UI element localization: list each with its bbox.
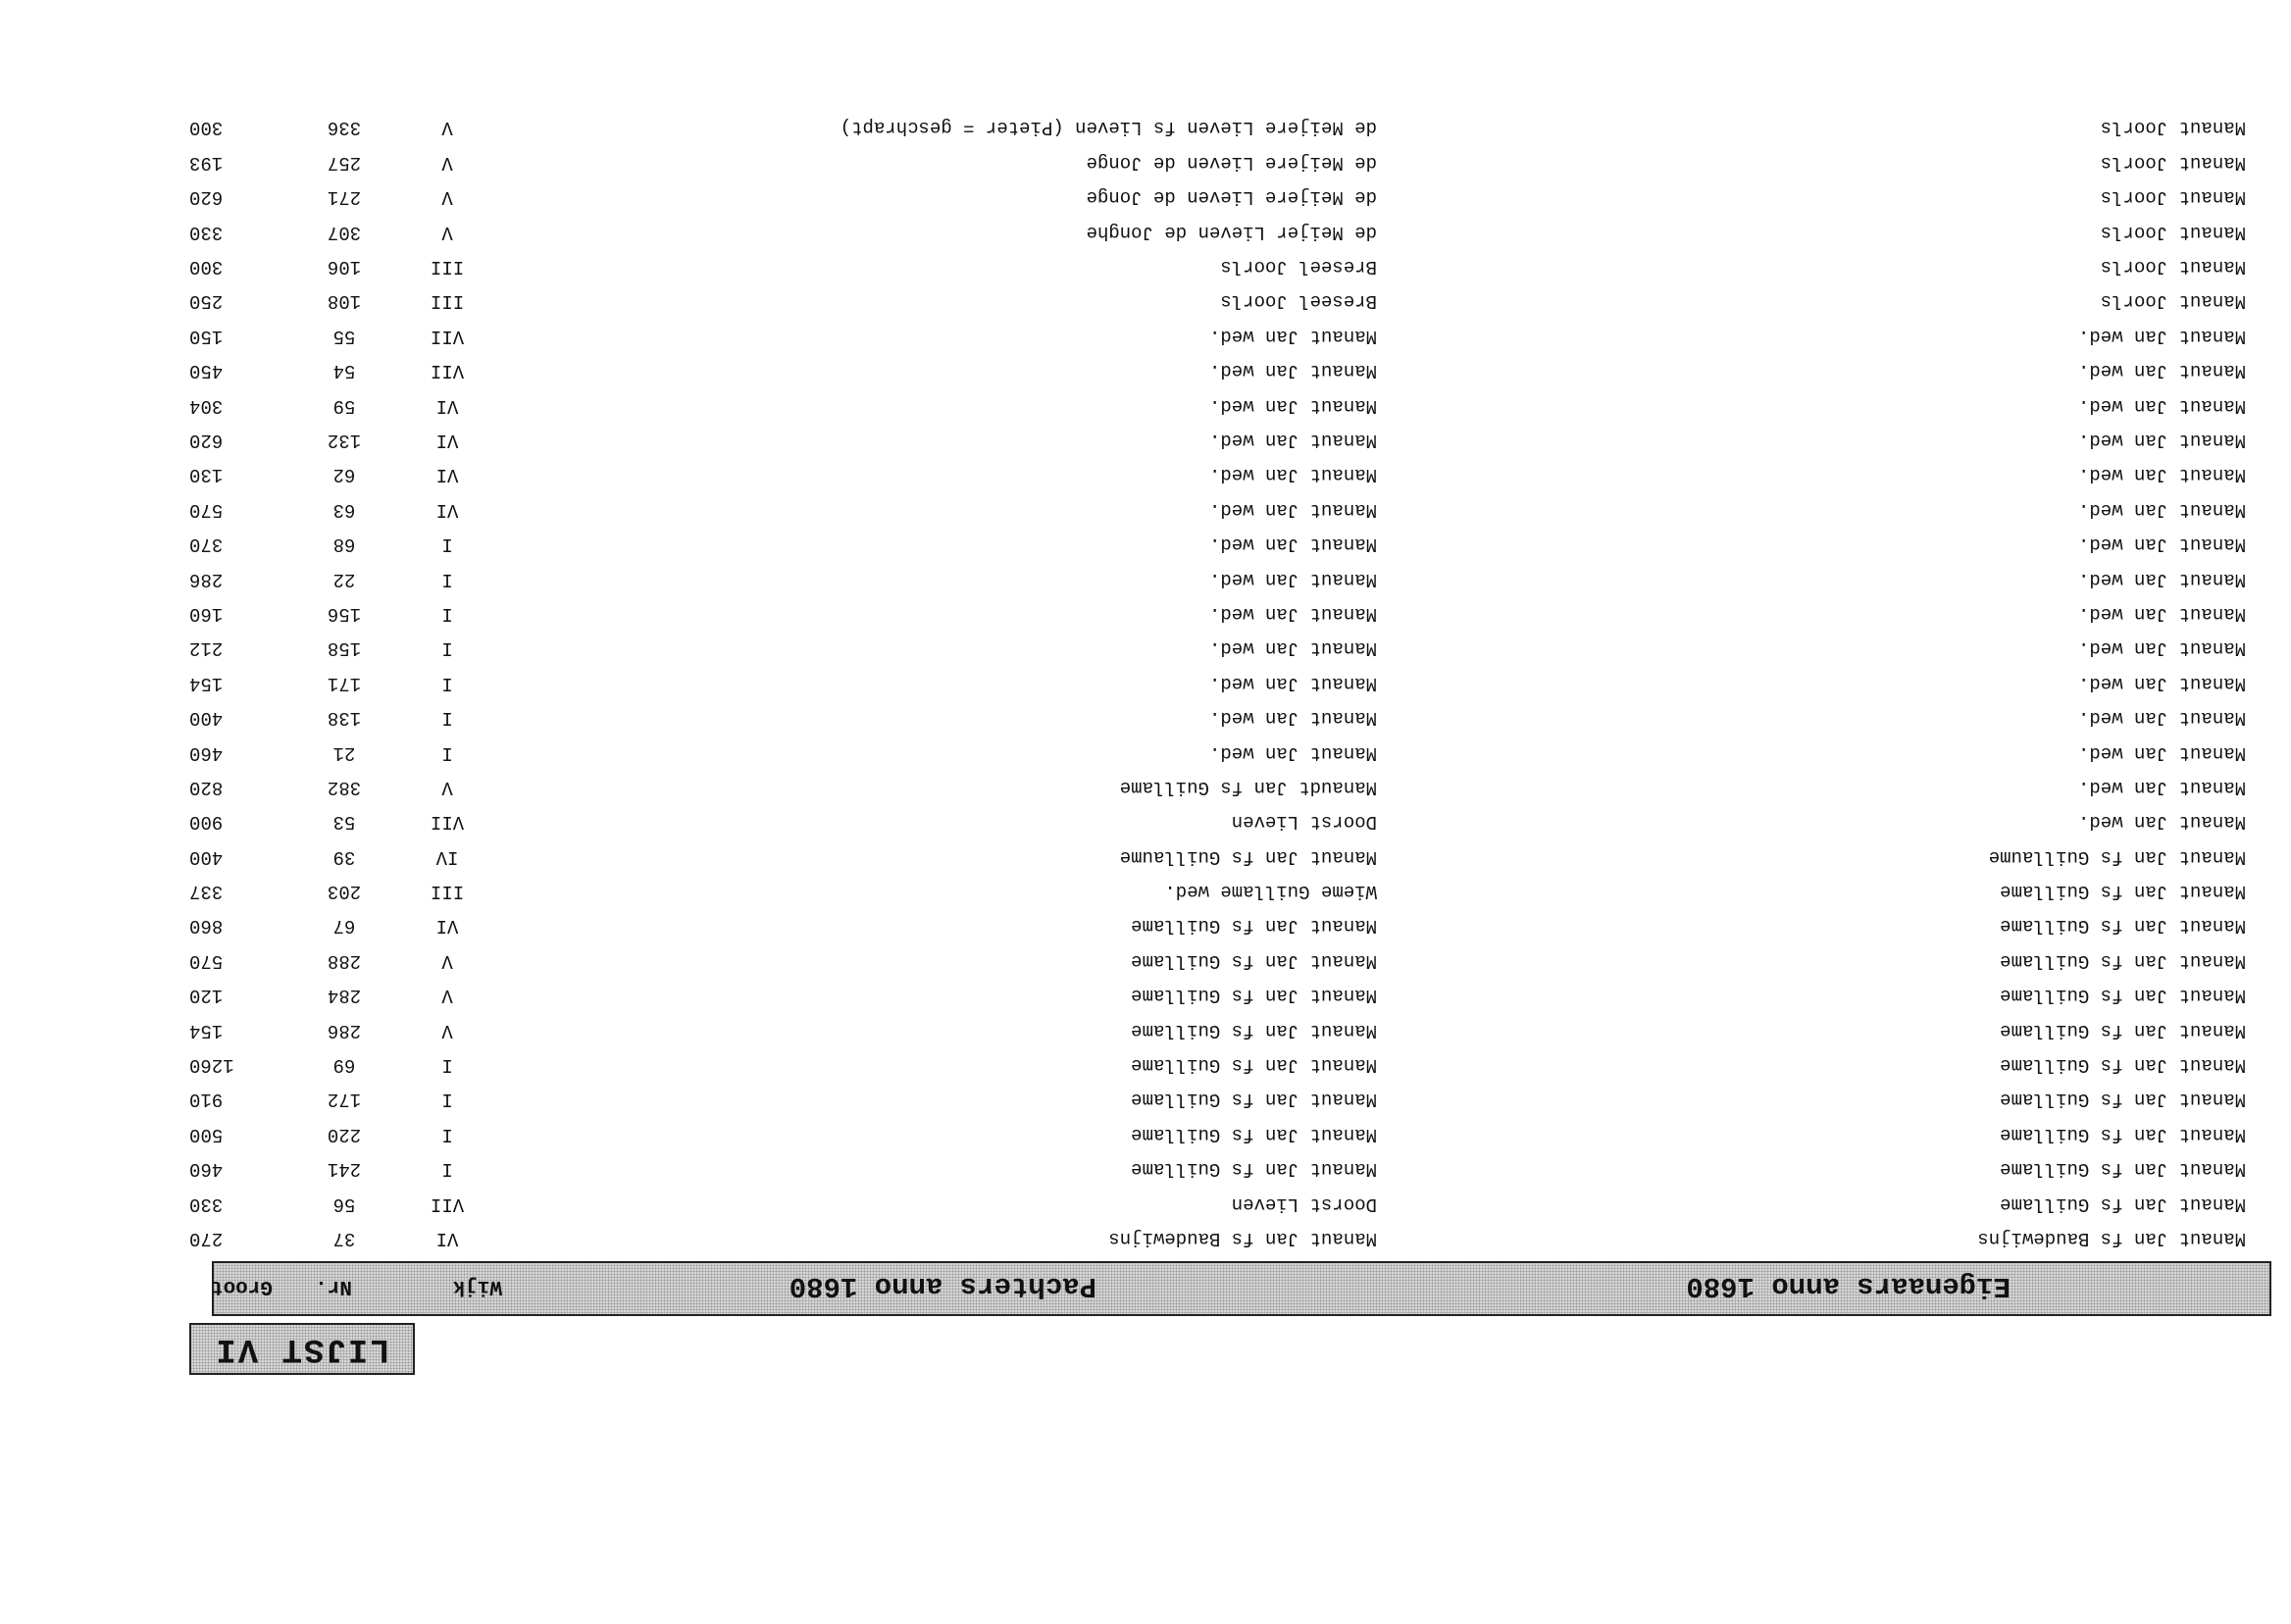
table-row	[0, 810, 2291, 844]
wijk-cell: I	[441, 707, 453, 730]
tenant-cell: de Meijer Lieven de Jonghe	[1086, 221, 1377, 243]
table-row	[0, 1227, 2291, 1261]
tenant-cell: Manaut Jan wed.	[1208, 498, 1377, 521]
nr-cell: 21	[332, 741, 356, 764]
owner-cell: Manaut Jan fs Guillame	[2000, 915, 2246, 938]
header-wijk: Wijk	[452, 1275, 502, 1297]
table-row	[0, 1192, 2291, 1226]
owner-cell: Manaut Jan wed.	[2077, 811, 2246, 834]
table-row	[0, 776, 2291, 810]
table-row	[0, 914, 2291, 948]
owner-cell: Manaut Jan wed.	[2077, 360, 2246, 382]
wijk-cell: VII	[430, 325, 465, 347]
tenant-cell: Manaut Jan wed.	[1208, 464, 1377, 486]
table-row	[0, 255, 2291, 289]
owner-cell: Manaut Joorls	[2100, 256, 2246, 279]
table-row	[0, 116, 2291, 150]
table-row	[0, 844, 2291, 879]
table-header	[212, 1261, 2271, 1316]
owner-cell: Manaut Jan fs Guillame	[2000, 881, 2246, 903]
header-groot: Groot	[210, 1275, 273, 1297]
nr-cell: 22	[332, 568, 356, 590]
nr-cell: 284	[327, 985, 362, 1007]
tenant-cell: Manaut Jan wed.	[1208, 741, 1377, 764]
table-row	[0, 1018, 2291, 1052]
owner-cell: Manaut Jan wed.	[2077, 637, 2246, 660]
tenant-cell: Manaut Jan wed.	[1208, 533, 1377, 556]
wijk-cell: VII	[430, 360, 465, 382]
tenant-cell: Manaut Jan wed.	[1208, 637, 1377, 660]
groot-cell: 370	[189, 533, 224, 556]
owner-cell: Manaut Jan wed.	[2077, 707, 2246, 730]
table-body	[0, 116, 2291, 1261]
wijk-cell: III	[430, 881, 465, 903]
nr-cell: 203	[327, 881, 362, 903]
groot-cell: 460	[189, 741, 224, 764]
groot-cell: 154	[189, 672, 224, 694]
groot-cell: 400	[189, 707, 224, 730]
groot-cell: 570	[189, 498, 224, 521]
groot-cell: 304	[189, 394, 224, 417]
tenant-cell: Manaut Jan fs Guillame	[1131, 1158, 1377, 1181]
owner-cell: Manaut Jan wed.	[2077, 430, 2246, 452]
nr-cell: 286	[327, 1019, 362, 1041]
wijk-cell: VII	[430, 811, 465, 834]
wijk-cell: I	[441, 1123, 453, 1145]
wijk-cell: V	[441, 117, 453, 139]
owner-cell: Manaut Jan wed.	[2077, 672, 2246, 694]
wijk-cell: III	[430, 256, 465, 279]
table-row	[0, 948, 2291, 983]
wijk-cell: VI	[435, 498, 459, 521]
nr-cell: 59	[332, 394, 356, 417]
nr-cell: 307	[327, 221, 362, 243]
tenant-cell: Manaut Jan fs Guillame	[1131, 1089, 1377, 1111]
table-row	[0, 151, 2291, 185]
groot-cell: 270	[189, 1228, 224, 1249]
wijk-cell: VI	[435, 464, 459, 486]
groot-cell: 130	[189, 464, 224, 486]
owner-cell: Manaut Jan fs Guillame	[2000, 1019, 2246, 1041]
wijk-cell: I	[441, 1089, 453, 1111]
groot-cell: 450	[189, 360, 224, 382]
groot-cell: 212	[189, 637, 224, 660]
nr-cell: 55	[332, 325, 356, 347]
tenant-cell: Wieme Guillame wed.	[1164, 881, 1377, 903]
wijk-cell: I	[441, 602, 453, 625]
owner-cell: Manaut Joorls	[2100, 151, 2246, 174]
wijk-cell: III	[430, 290, 465, 313]
tenant-cell: Manaut Jan wed.	[1208, 602, 1377, 625]
nr-cell: 106	[327, 256, 362, 279]
groot-cell: 154	[189, 1019, 224, 1041]
nr-cell: 62	[332, 464, 356, 486]
nr-cell: 171	[327, 672, 362, 694]
tenant-cell: Manaut Jan fs Guillame	[1131, 1123, 1377, 1145]
nr-cell: 172	[327, 1089, 362, 1111]
tenant-cell: Doorst Lieven	[1231, 1193, 1377, 1215]
groot-cell: 337	[189, 881, 224, 903]
table-row	[0, 880, 2291, 914]
groot-cell: 300	[189, 117, 224, 139]
tenant-cell: Manaut Jan fs Guillame	[1131, 949, 1377, 972]
owner-cell: Manaut Jan fs Guillame	[2000, 1193, 2246, 1215]
table-row	[0, 671, 2291, 705]
nr-cell: 336	[327, 117, 362, 139]
table-row	[0, 636, 2291, 671]
nr-cell: 257	[327, 151, 362, 174]
tenant-cell: Manaut Jan fs Guillame	[1131, 1019, 1377, 1041]
groot-cell: 120	[189, 985, 224, 1007]
groot-cell: 150	[189, 325, 224, 347]
wijk-cell: I	[441, 1158, 453, 1181]
owner-cell: Manaut Jan fs Guillame	[2000, 985, 2246, 1007]
tenant-cell: de Meijere Lieven fs Lieven (Pieter = geschrapt)	[840, 117, 1377, 139]
tenant-cell: Breseel Joorls	[1220, 290, 1377, 313]
groot-cell: 250	[189, 290, 224, 313]
owner-cell: Manaut Joorls	[2100, 290, 2246, 313]
wijk-cell: VI	[435, 915, 459, 938]
table-row	[0, 185, 2291, 220]
owner-cell: Manaut Jan wed.	[2077, 325, 2246, 347]
tenant-cell: Breseel Joorls	[1220, 256, 1377, 279]
tenant-cell: Manaudt Jan fs Guillame	[1119, 776, 1377, 798]
table-row	[0, 1053, 2291, 1088]
table-row	[0, 463, 2291, 497]
table-row	[0, 289, 2291, 324]
wijk-cell: V	[441, 985, 453, 1007]
header-tenants: Pachters anno 1680	[789, 1270, 1096, 1302]
wijk-cell: VI	[435, 394, 459, 417]
groot-cell: 330	[189, 221, 224, 243]
table-row	[0, 1157, 2291, 1192]
nr-cell: 108	[327, 290, 362, 313]
owner-cell: Manaut Jan fs Guillame	[2000, 1158, 2246, 1181]
tenant-cell: Manaut Jan wed.	[1208, 430, 1377, 452]
header-owners: Eigenaars anno 1680	[1686, 1270, 2011, 1302]
table-row	[0, 602, 2291, 636]
nr-cell: 132	[327, 430, 362, 452]
owner-cell: Manaut Jan wed.	[2077, 394, 2246, 417]
groot-cell: 820	[189, 776, 224, 798]
tenant-cell: Manaut Jan wed.	[1208, 707, 1377, 730]
tenant-cell: Doorst Lieven	[1231, 811, 1377, 834]
groot-cell: 620	[189, 186, 224, 209]
list-title: LIJST VI	[189, 1323, 415, 1375]
nr-cell: 156	[327, 602, 362, 625]
wijk-cell: IV	[435, 845, 459, 868]
owner-cell: Manaut Joorls	[2100, 117, 2246, 139]
tenant-cell: Manaut Jan fs Guillame	[1131, 915, 1377, 938]
nr-cell: 63	[332, 498, 356, 521]
owner-cell: Manaut Jan wed.	[2077, 498, 2246, 521]
wijk-cell: V	[441, 221, 453, 243]
groot-cell: 330	[189, 1193, 224, 1215]
tenant-cell: Manaut Jan wed.	[1208, 325, 1377, 347]
owner-cell: Manaut Jan fs Guillame	[2000, 1054, 2246, 1077]
table-row	[0, 359, 2291, 393]
wijk-cell: VI	[435, 430, 459, 452]
owner-cell: Manaut Jan wed.	[2077, 568, 2246, 590]
nr-cell: 39	[332, 845, 356, 868]
nr-cell: 67	[332, 915, 356, 938]
table-row	[0, 706, 2291, 740]
tenant-cell: Manaut Jan fs Guillame	[1131, 1054, 1377, 1077]
table-row	[0, 1122, 2291, 1156]
groot-cell: 570	[189, 949, 224, 972]
wijk-cell: VII	[430, 1193, 465, 1215]
nr-cell: 68	[332, 533, 356, 556]
tenant-cell: Manaut Jan wed.	[1208, 360, 1377, 382]
owner-cell: Manaut Jan wed.	[2077, 533, 2246, 556]
table-row	[0, 1088, 2291, 1122]
tenant-cell: Manaut Jan wed.	[1208, 672, 1377, 694]
owner-cell: Manaut Joorls	[2100, 221, 2246, 243]
table-row	[0, 220, 2291, 254]
wijk-cell: V	[441, 151, 453, 174]
header-nr: Nr.	[315, 1275, 352, 1297]
groot-cell: 500	[189, 1123, 224, 1145]
groot-cell: 900	[189, 811, 224, 834]
wijk-cell: V	[441, 1019, 453, 1041]
nr-cell: 54	[332, 360, 356, 382]
nr-cell: 69	[332, 1054, 356, 1077]
groot-cell: 286	[189, 568, 224, 590]
table-row	[0, 429, 2291, 463]
nr-cell: 53	[332, 811, 356, 834]
tenant-cell: Manaut Jan wed.	[1208, 394, 1377, 417]
tenant-cell: Manaut Jan fs Guillaume	[1119, 845, 1377, 868]
tenant-cell: Manaut Jan fs Baudewijns	[1108, 1228, 1377, 1249]
tenant-cell: Manaut Jan wed.	[1208, 568, 1377, 590]
table-row	[0, 497, 2291, 532]
table-row	[0, 984, 2291, 1018]
nr-cell: 56	[332, 1193, 356, 1215]
wijk-cell: I	[441, 741, 453, 764]
owner-cell: Manaut Jan wed.	[2077, 464, 2246, 486]
nr-cell: 158	[327, 637, 362, 660]
table-row	[0, 567, 2291, 601]
owner-cell: Manaut Jan fs Guillaume	[1988, 845, 2246, 868]
owner-cell: Manaut Joorls	[2100, 186, 2246, 209]
tenant-cell: Manaut Jan fs Guillame	[1131, 985, 1377, 1007]
wijk-cell: I	[441, 672, 453, 694]
nr-cell: 220	[327, 1123, 362, 1145]
owner-cell: Manaut Jan fs Baudewijns	[1977, 1228, 2246, 1249]
table-row	[0, 393, 2291, 428]
groot-cell: 300	[189, 256, 224, 279]
owner-cell: Manaut Jan wed.	[2077, 741, 2246, 764]
nr-cell: 288	[327, 949, 362, 972]
owner-cell: Manaut Jan fs Guillame	[2000, 1089, 2246, 1111]
owner-cell: Manaut Jan fs Guillame	[2000, 1123, 2246, 1145]
wijk-cell: VI	[435, 1228, 459, 1249]
groot-cell: 910	[189, 1089, 224, 1111]
wijk-cell: I	[441, 533, 453, 556]
groot-cell: 1260	[189, 1054, 234, 1077]
tenant-cell: de Meijere Lieven de Jonge	[1086, 151, 1377, 174]
groot-cell: 860	[189, 915, 224, 938]
nr-cell: 241	[327, 1158, 362, 1181]
table-row	[0, 324, 2291, 358]
table-row	[0, 533, 2291, 567]
wijk-cell: I	[441, 1054, 453, 1077]
groot-cell: 400	[189, 845, 224, 868]
nr-cell: 271	[327, 186, 362, 209]
owner-cell: Manaut Jan fs Guillame	[2000, 949, 2246, 972]
groot-cell: 160	[189, 602, 224, 625]
owner-cell: Manaut Jan wed.	[2077, 602, 2246, 625]
wijk-cell: V	[441, 186, 453, 209]
tenant-cell: de Meijere Lieven de Jonge	[1086, 186, 1377, 209]
wijk-cell: I	[441, 637, 453, 660]
wijk-cell: V	[441, 949, 453, 972]
nr-cell: 138	[327, 707, 362, 730]
groot-cell: 460	[189, 1158, 224, 1181]
nr-cell: 37	[332, 1228, 356, 1249]
groot-cell: 193	[189, 151, 224, 174]
wijk-cell: V	[441, 776, 453, 798]
nr-cell: 382	[327, 776, 362, 798]
wijk-cell: I	[441, 568, 453, 590]
table-row	[0, 740, 2291, 775]
groot-cell: 620	[189, 430, 224, 452]
owner-cell: Manaut Jan wed.	[2077, 776, 2246, 798]
